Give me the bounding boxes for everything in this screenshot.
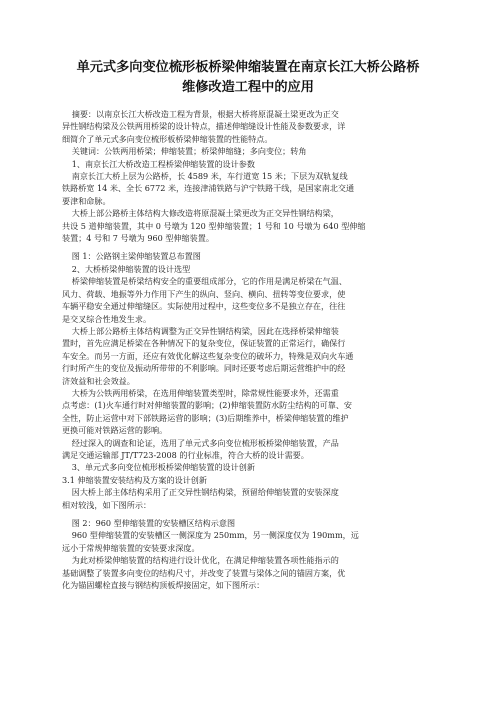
document-title (62, 58, 434, 98)
paragraph-line: 车辆平稳安全通过伸缩缝区。实际使用过程中，这些变位多不是独立存在，往往 (62, 301, 346, 312)
paragraph-line: 南京长江大桥上层为公路桥，长 4589 米，车行道宽 15 米；下层为双轨复线 (71, 171, 348, 182)
paragraph-line: 车安全。而另一方面，还应有效优化解这些复杂变位的破坏力，特殊是双向火车通 (62, 350, 354, 361)
title-line-2: 维修改造工程中的应用 (182, 80, 314, 95)
document-body (62, 108, 434, 591)
paragraph-line: 大桥上部公路桥主体结构调整为正交异性钢结构梁，因此在选择桥梁伸缩装 (71, 325, 339, 336)
abstract-line: 摘要：以南京长江大桥改造工程为背景，根据大桥将原混凝土梁更改为正交 (71, 109, 339, 119)
paragraph-line: 基础调整了装置多向变位的结构尺寸，并改变了装置与梁体之间的锚固方案，优 (62, 567, 346, 578)
paragraph-line: 大桥为公铁两用桥梁，在选用伸缩装置类型时，除常规性能要求外，还需重 (71, 387, 339, 398)
paragraph-line: 济效益和社会效益。 (62, 375, 135, 386)
paragraph-line: 铁路桥宽 14 米、全长 6772 米，连接津浦铁路与沪宁铁路干线，是国家南北交通 (62, 183, 355, 194)
abstract-line: 异性钢结构梁及公铁两用桥梁的设计特点，描述伸缩缝设计性能及参数要求，详 (62, 121, 346, 132)
section-heading: 1、南京长江大桥改造工程桥梁伸缩装置的设计参数 (71, 158, 255, 169)
subsection-heading: 3.1 伸缩装置安装结构及方案的设计创新 (62, 474, 207, 485)
paragraph-line: 因大桥上部主体结构采用了正交异性钢结构梁，预留给伸缩装置的安装深度 (71, 487, 339, 498)
paragraph-line: 置时，首先应满足桥梁在各种情况下的复杂变位，保证装置的正常运行，确保行 (62, 338, 346, 349)
paragraph-line: 装置；4 号和 7 号墩为 960 型伸缩装置。 (62, 233, 214, 244)
section-heading: 2、大桥桥梁伸缩装置的设计选型 (71, 263, 191, 274)
abstract-line: 细简介了单元式多向变位梳形板桥梁伸缩装置的性能特点。 (62, 133, 273, 144)
title-line-1: 单元式多向变位梳形板桥梁伸缩装置在南京长江大桥公路桥 (76, 60, 420, 75)
paragraph-line: 全性，防止运营中对下部铁路运营的影响；(3)后期维养中，桥梁伸缩装置的维护 (62, 412, 349, 423)
paragraph-line: 风力、荷载、地振等外力作用下产生的纵向、竖向、横向、扭转等变位要求，使 (62, 288, 346, 299)
paragraph-line: 满足交通运输部 JT/T723-2008 的行业标准，符合大桥的设计需要。 (62, 449, 309, 460)
paragraph-line: 点考虑：(1)火车通行时对伸缩装置的影响；(2)伸缩装置防水防尘结构的可靠、安 (62, 400, 353, 411)
keywords-line: 关键词：公铁两用桥梁；伸缩装置；桥梁伸缩缝；多向变位；转角 (71, 146, 307, 157)
paragraph-line: 大桥上部公路桥主体结构大修改造将原混凝土梁更改为正交异性钢结构梁， (71, 208, 339, 219)
paragraph-line: 经过深入的调查和论证，选用了单元式多向变位梳形板桥梁伸缩装置，产品 (71, 437, 339, 448)
paragraph-line: 远小于常规伸缩装置的安装要求深度。 (62, 542, 200, 553)
paragraph-line: 要津和命脉。 (62, 195, 111, 206)
paragraph-line: 为此对桥梁伸缩装置的结构进行设计优化，在满足伸缩装置各项性能指示的 (71, 555, 339, 566)
figure-1-caption: 图 1：公路钢主梁伸缩装置总布置图 (71, 251, 201, 262)
paragraph-line: 共设 5 道伸缩装置，其中 0 号墩为 120 型伸缩装置；1 号和 10 号墩为 640 型伸缩 (62, 220, 366, 231)
paragraph-line: 化为锚固螺栓直接与钢结构顶板焊接固定，如下图所示： (62, 580, 265, 591)
paragraph-line: 桥梁伸缩装置是桥梁结构安全的重要组成部分，它的作用是满足桥梁在气温、 (71, 276, 347, 287)
paragraph-line: 相对较浅，如下图所示： (62, 499, 152, 510)
paragraph-line: 行时所产生的变位及振动所带带的不利影响。同时还要考虑后期运营维护中的经 (62, 363, 346, 374)
figure-2-caption: 图 2：960 型伸缩装置的安装槽区结构示意图 (71, 518, 236, 528)
paragraph-line: 是交叉综合性地发生求。 (62, 313, 152, 324)
section-heading: 3、单元式多向变位梳形板桥梁伸缩装置的设计创新 (71, 462, 255, 473)
paragraph-line: 960 型伸缩装置的安装槽区一侧深度为 250mm，另一侧深度仅为 190mm，远 (71, 530, 359, 541)
paragraph-line: 更换可能对铁路运营的影响。 (62, 425, 168, 436)
